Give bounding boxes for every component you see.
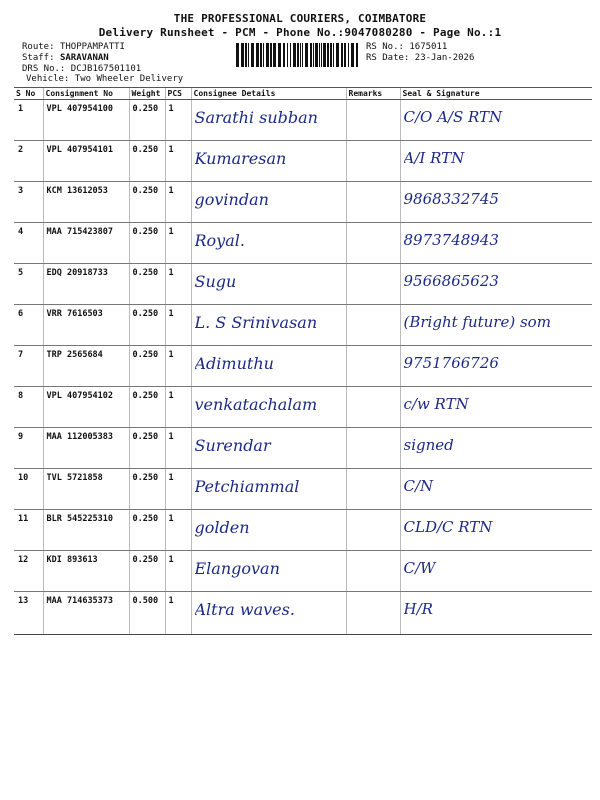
cell-consignment: KDI 893613 <box>43 551 129 592</box>
cell-consignment: VPL 407954102 <box>43 387 129 428</box>
barcode-bar <box>266 43 269 67</box>
cell-consignee <box>191 223 346 264</box>
barcode-bar <box>305 43 308 67</box>
cell-weight: 0.250 <box>129 141 165 182</box>
drs-line <box>22 64 141 74</box>
cell-pcs: 1 <box>165 182 191 223</box>
barcode-bar <box>273 43 276 67</box>
col-header-signature: Seal & Signature <box>400 88 592 100</box>
barcode-bar <box>236 43 239 67</box>
cell-sno: 12 <box>14 551 43 592</box>
cell-consignee <box>191 100 346 141</box>
barcode-bar <box>256 43 259 67</box>
drs-value: DCJB167501101 <box>70 64 142 74</box>
table-row <box>14 100 592 141</box>
consignee-handwriting: Sugu <box>194 272 237 291</box>
cell-weight: 0.500 <box>129 592 165 635</box>
barcode-bar <box>293 43 296 67</box>
consignee-handwriting: Sarathi subban <box>194 108 318 127</box>
consignee-handwriting: golden <box>194 518 250 537</box>
cell-consignment: EDQ 20918733 <box>43 264 129 305</box>
col-header-consignee: Consignee Details <box>191 88 346 100</box>
consignee-handwriting: Adimuthu <box>194 354 274 373</box>
table-row <box>14 223 592 264</box>
barcode-bar <box>336 43 339 67</box>
barcode-bar <box>313 43 314 67</box>
col-header-sno: S No <box>14 88 43 100</box>
route-line <box>22 42 125 52</box>
cell-sno: 3 <box>14 182 43 223</box>
cell-consignee <box>191 510 346 551</box>
cell-signature <box>400 223 592 264</box>
cell-signature <box>400 592 592 635</box>
barcode-bar <box>315 43 318 67</box>
signature-handwriting: 8973748943 <box>403 231 499 249</box>
cell-consignee <box>191 428 346 469</box>
runsheet-table <box>14 87 592 635</box>
cell-pcs: 1 <box>165 428 191 469</box>
cell-consignment: VRR 7616503 <box>43 305 129 346</box>
cell-consignee <box>191 592 346 635</box>
barcode-bar <box>356 43 358 67</box>
vehicle-label: Vehicle: <box>26 74 70 84</box>
barcode-bar <box>287 43 288 67</box>
vehicle-line <box>26 74 183 84</box>
cell-sno: 2 <box>14 141 43 182</box>
cell-weight: 0.250 <box>129 223 165 264</box>
cell-weight: 0.250 <box>129 510 165 551</box>
route-value: THOPPAMPATTI <box>59 42 125 52</box>
cell-pcs: 1 <box>165 305 191 346</box>
barcode-bar <box>344 43 346 67</box>
barcode-bar <box>327 43 329 67</box>
cell-sno: 10 <box>14 469 43 510</box>
cell-pcs: 1 <box>165 346 191 387</box>
cell-pcs: 1 <box>165 510 191 551</box>
signature-handwriting: 9868332745 <box>403 190 499 208</box>
cell-sno: 8 <box>14 387 43 428</box>
barcode-bar <box>297 43 299 67</box>
signature-handwriting: H/R <box>403 600 433 618</box>
consignee-handwriting: Royal. <box>194 231 245 250</box>
barcode-bar <box>263 43 264 67</box>
cell-consignee <box>191 551 346 592</box>
cell-weight: 0.250 <box>129 305 165 346</box>
cell-weight: 0.250 <box>129 264 165 305</box>
cell-remarks <box>346 223 400 264</box>
barcode-bar <box>245 43 247 67</box>
table-row <box>14 182 592 223</box>
cell-signature <box>400 346 592 387</box>
runsheet-subtitle: Delivery Runsheet - PCM - Phone No.:9047080280 - Page No.:1 <box>98 26 502 39</box>
consignee-handwriting: Kumaresan <box>194 149 287 168</box>
cell-signature <box>400 510 592 551</box>
rs-no-value: 1675011 <box>409 42 448 52</box>
consignee-handwriting: govindan <box>194 190 269 209</box>
cell-consignee <box>191 264 346 305</box>
table-row <box>14 264 592 305</box>
cell-consignee <box>191 182 346 223</box>
barcode-bar <box>283 43 285 67</box>
cell-weight: 0.250 <box>129 469 165 510</box>
signature-handwriting: C/O A/S RTN <box>403 108 503 126</box>
vehicle-value: Two Wheeler Delivery <box>74 74 184 84</box>
cell-remarks <box>346 305 400 346</box>
cell-signature <box>400 305 592 346</box>
cell-consignee <box>191 469 346 510</box>
signature-handwriting: (Bright future) som <box>403 313 551 331</box>
staff-value: SARAVANAN <box>59 53 109 63</box>
cell-pcs: 1 <box>165 551 191 592</box>
barcode-bar <box>241 43 244 67</box>
cell-consignment: MAA 715423807 <box>43 223 129 264</box>
cell-weight: 0.250 <box>129 428 165 469</box>
cell-consignee <box>191 387 346 428</box>
table-row <box>14 551 592 592</box>
signature-handwriting: 9566865623 <box>403 272 499 290</box>
cell-signature <box>400 264 592 305</box>
signature-handwriting: C/N <box>403 477 434 495</box>
barcode-bar <box>300 43 301 67</box>
col-header-pcs: PCS <box>165 88 191 100</box>
barcode-bar <box>323 43 326 67</box>
cell-pcs: 1 <box>165 223 191 264</box>
table-row <box>14 510 592 551</box>
signature-handwriting: c/w RTN <box>403 395 469 413</box>
company-title: THE PROFESSIONAL COURIERS, COIMBATORE <box>173 12 427 25</box>
rs-date-line <box>366 53 474 63</box>
table-row <box>14 346 592 387</box>
cell-pcs: 1 <box>165 592 191 635</box>
cell-sno: 6 <box>14 305 43 346</box>
rs-no-label: RS No.: <box>366 42 404 52</box>
signature-handwriting: CLD/C RTN <box>403 518 493 536</box>
cell-consignee <box>191 305 346 346</box>
barcode-bar <box>302 43 303 67</box>
cell-sno: 4 <box>14 223 43 264</box>
table-row <box>14 305 592 346</box>
cell-sno: 5 <box>14 264 43 305</box>
cell-sno: 11 <box>14 510 43 551</box>
cell-remarks <box>346 264 400 305</box>
signature-handwriting: 9751766726 <box>403 354 499 372</box>
cell-consignment: MAA 714635373 <box>43 592 129 635</box>
cell-weight: 0.250 <box>129 387 165 428</box>
cell-signature <box>400 551 592 592</box>
table-row <box>14 592 592 635</box>
cell-remarks <box>346 592 400 635</box>
cell-consignment: KCM 13612053 <box>43 182 129 223</box>
cell-pcs: 1 <box>165 469 191 510</box>
barcode-bar <box>333 43 334 67</box>
cell-signature <box>400 141 592 182</box>
cell-pcs: 1 <box>165 141 191 182</box>
cell-consignment: TRP 2565684 <box>43 346 129 387</box>
barcode-bar <box>351 43 354 67</box>
barcode-bar <box>248 43 249 67</box>
cell-consignee <box>191 141 346 182</box>
cell-sno: 9 <box>14 428 43 469</box>
cell-remarks <box>346 469 400 510</box>
consignee-handwriting: Altra waves. <box>194 600 295 619</box>
cell-remarks <box>346 346 400 387</box>
rs-date-value: 23-Jan-2026 <box>414 53 475 63</box>
cell-signature <box>400 428 592 469</box>
consignee-handwriting: Surendar <box>194 436 271 455</box>
cell-signature <box>400 182 592 223</box>
table-row <box>14 141 592 182</box>
barcode-bar <box>341 43 343 67</box>
barcode-bar <box>310 43 312 67</box>
rs-no-line <box>366 42 447 52</box>
signature-handwriting: signed <box>403 436 454 454</box>
cell-weight: 0.250 <box>129 182 165 223</box>
rs-date-label: RS Date: <box>366 53 410 63</box>
barcode-bar <box>278 43 281 67</box>
cell-remarks <box>346 182 400 223</box>
table-row <box>14 469 592 510</box>
consignee-handwriting: Petchiammal <box>194 477 300 496</box>
cell-consignment: VPL 407954100 <box>43 100 129 141</box>
barcode-bar <box>260 43 262 67</box>
cell-remarks <box>346 141 400 182</box>
cell-weight: 0.250 <box>129 346 165 387</box>
barcode-bar <box>319 43 320 67</box>
cell-sno: 13 <box>14 592 43 635</box>
cell-consignee <box>191 346 346 387</box>
cell-sno: 1 <box>14 100 43 141</box>
drs-label: DRS No.: <box>22 64 66 74</box>
barcode-bar <box>290 43 291 67</box>
barcode-image <box>236 43 362 67</box>
cell-consignment: TVL 5721858 <box>43 469 129 510</box>
cell-remarks <box>346 428 400 469</box>
table-row <box>14 387 592 428</box>
staff-label: Staff: <box>22 53 55 63</box>
cell-weight: 0.250 <box>129 551 165 592</box>
cell-pcs: 1 <box>165 100 191 141</box>
cell-remarks <box>346 100 400 141</box>
consignee-handwriting: L. S Srinivasan <box>194 313 318 332</box>
cell-consignment: MAA 112005383 <box>43 428 129 469</box>
cell-pcs: 1 <box>165 387 191 428</box>
barcode-bar <box>251 43 254 67</box>
cell-remarks <box>346 551 400 592</box>
col-header-weight: Weight <box>129 88 165 100</box>
consignee-handwriting: venkatachalam <box>194 395 318 414</box>
cell-sno: 7 <box>14 346 43 387</box>
table-row <box>14 428 592 469</box>
consignee-handwriting: Elangovan <box>194 559 280 578</box>
col-header-consignment: Consignment No <box>43 88 129 100</box>
table-header-row <box>14 88 592 100</box>
signature-handwriting: C/W <box>403 559 436 577</box>
cell-signature <box>400 469 592 510</box>
cell-consignment: VPL 407954101 <box>43 141 129 182</box>
barcode-bar <box>348 43 349 67</box>
barcode-bar <box>321 43 322 67</box>
route-label: Route: <box>22 42 55 52</box>
cell-weight: 0.250 <box>129 100 165 141</box>
signature-handwriting: A/I RTN <box>403 149 465 167</box>
cell-remarks <box>346 510 400 551</box>
cell-signature <box>400 100 592 141</box>
staff-line <box>22 53 109 63</box>
cell-remarks <box>346 387 400 428</box>
col-header-remarks: Remarks <box>346 88 400 100</box>
barcode-bar <box>330 43 332 67</box>
cell-pcs: 1 <box>165 264 191 305</box>
barcode-bar <box>270 43 272 67</box>
cell-signature <box>400 387 592 428</box>
cell-consignment: BLR 545225310 <box>43 510 129 551</box>
